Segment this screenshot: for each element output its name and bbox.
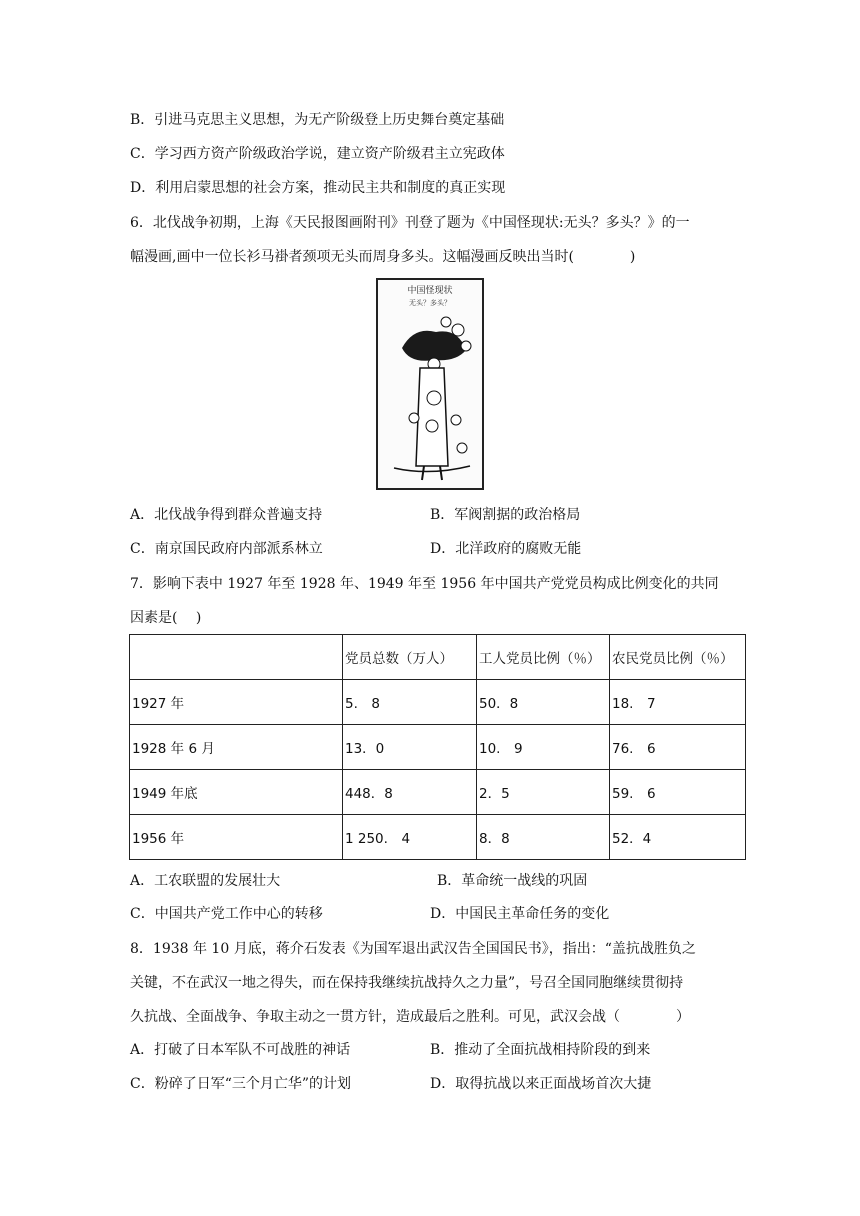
table-row bbox=[130, 680, 746, 725]
table-cell: 76. 6 bbox=[610, 725, 746, 770]
q7-stem-line-1: 7．影响下表中 1927 年至 1928 年、1949 年至 1956 年中国共产党党员构成比例变化的共同 bbox=[130, 576, 719, 592]
q8-stem-line-1: 8．1938 年 10 月底，蒋介石发表《为国军退出武汉告全国国民书》，指出：“盖抗战胜负之 bbox=[130, 941, 696, 957]
q8-stem-line-2: 关键，不在武汉一地之得失，而在保持我继续抗战持久之力量”，号召全国同胞继续贯彻持 bbox=[130, 975, 684, 991]
party-membership-table bbox=[129, 634, 746, 860]
q8-option-c[interactable]: C．粉碎了日军“三个月亡华”的计划 bbox=[130, 1076, 352, 1092]
q7-option-d[interactable]: D．中国民主革命任务的变化 bbox=[430, 906, 610, 922]
q5-option-b[interactable]: B．引进马克思主义思想，为无产阶级登上历史舞台奠定基础 bbox=[130, 112, 505, 128]
q7-stem-line-2: 因素是( ) bbox=[130, 610, 202, 626]
table-header-row bbox=[130, 635, 746, 680]
table-cell: 5. 8 bbox=[343, 680, 477, 725]
q5-option-c[interactable]: C．学习西方资产阶级政治学说，建立资产阶级君主立宪政体 bbox=[130, 146, 505, 162]
table-header-cell: 工人党员比例（％） bbox=[477, 635, 610, 680]
q8-option-a[interactable]: A．打破了日本军队不可战胜的神话 bbox=[130, 1042, 351, 1058]
table-cell: 1927 年 bbox=[130, 680, 343, 725]
cartoon-caption-2: 无头？多头？ bbox=[409, 299, 451, 307]
table-cell: 8．8 bbox=[477, 815, 610, 860]
table-cell: 18. 7 bbox=[610, 680, 746, 725]
table-cell: 1 250. 4 bbox=[343, 815, 477, 860]
q7-option-b[interactable]: B．革命统一战线的巩固 bbox=[437, 873, 588, 889]
table-cell: 50．8 bbox=[477, 680, 610, 725]
q8-option-b[interactable]: B．推动了全面抗战相持阶段的到来 bbox=[430, 1042, 651, 1058]
table-header-cell bbox=[130, 635, 343, 680]
table-cell: 1949 年底 bbox=[130, 770, 343, 815]
table-header-cell: 党员总数（万人） bbox=[343, 635, 477, 680]
q8-stem-line-3: 久抗战、全面战争、争取主动之一贯方针，造成最后之胜利。可见，武汉会战（ ） bbox=[130, 1009, 690, 1025]
table-row bbox=[130, 770, 746, 815]
cartoon-image bbox=[374, 276, 486, 492]
table-cell: 1956 年 bbox=[130, 815, 343, 860]
table-cell: 448．8 bbox=[343, 770, 477, 815]
q7-option-c[interactable]: C．中国共产党工作中心的转移 bbox=[130, 906, 323, 922]
table-cell: 2．5 bbox=[477, 770, 610, 815]
q5-option-d[interactable]: D．利用启蒙思想的社会方案，推动民主共和制度的真正实现 bbox=[130, 180, 506, 196]
q6-stem-line-1: 6．北伐战争初期，上海《天民报图画附刊》刊登了题为《中国怪现状:无头？多头？》的一 bbox=[130, 215, 690, 231]
q6-option-c[interactable]: C．南京国民政府内部派系林立 bbox=[130, 541, 323, 557]
q7-option-a[interactable]: A．工农联盟的发展壮大 bbox=[130, 873, 281, 889]
table-header-cell: 农民党员比例（％） bbox=[610, 635, 746, 680]
table-cell: 13．0 bbox=[343, 725, 477, 770]
q6-option-a[interactable]: A．北伐战争得到群众普遍支持 bbox=[130, 507, 323, 523]
table-cell: 59. 6 bbox=[610, 770, 746, 815]
q6-stem-line-2: 幅漫画,画中一位长衫马褂者颈项无头而周身多头。这幅漫画反映出当时( ) bbox=[130, 249, 636, 265]
q8-option-d[interactable]: D．取得抗战以来正面战场首次大捷 bbox=[430, 1076, 652, 1092]
table-cell: 10. 9 bbox=[477, 725, 610, 770]
q6-option-b[interactable]: B．军阀割据的政治格局 bbox=[430, 507, 581, 523]
cartoon-caption-1: 中国怪现状 bbox=[407, 286, 453, 296]
table-row bbox=[130, 815, 746, 860]
table-cell: 52．4 bbox=[610, 815, 746, 860]
table-row bbox=[130, 725, 746, 770]
table-cell: 1928 年 6 月 bbox=[130, 725, 343, 770]
q6-option-d[interactable]: D．北洋政府的腐败无能 bbox=[430, 541, 582, 557]
